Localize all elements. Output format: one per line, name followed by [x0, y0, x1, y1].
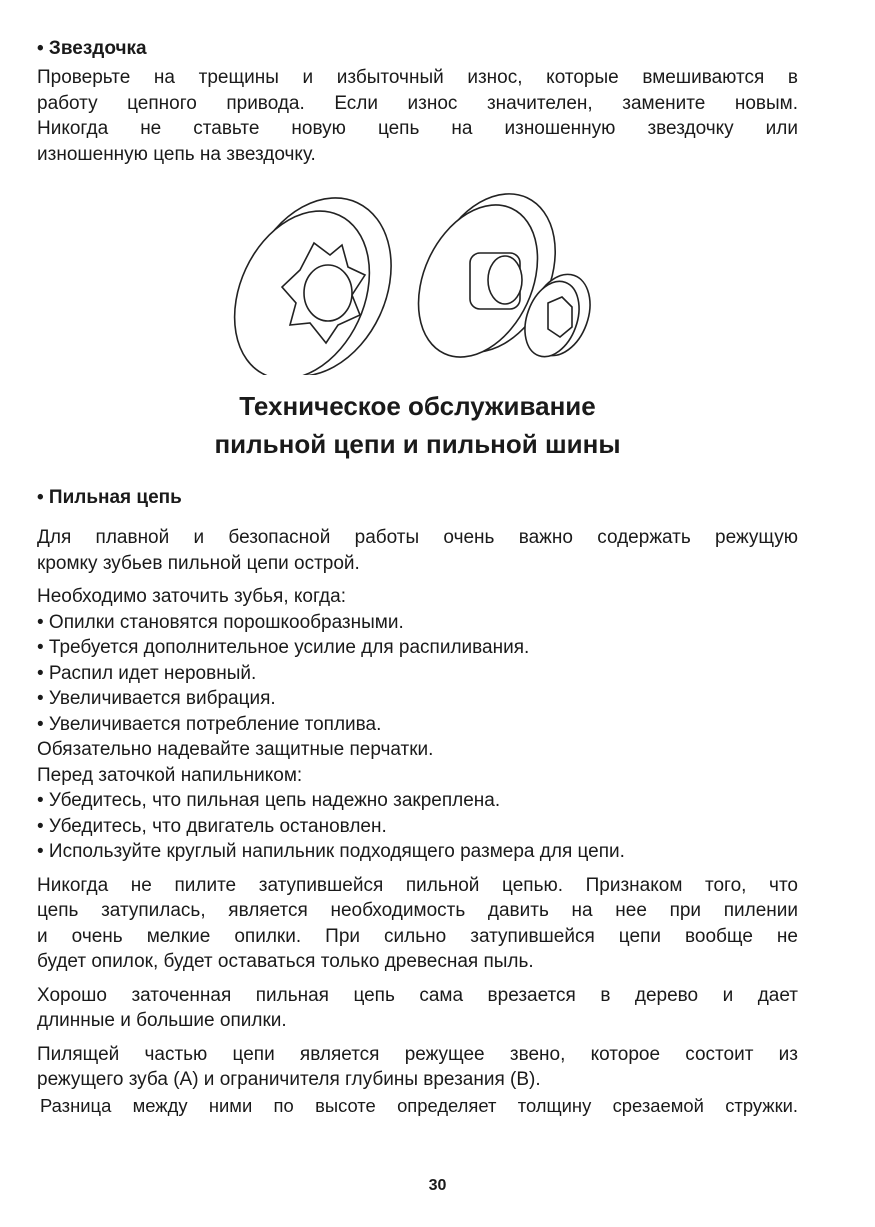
paragraph [37, 1042, 798, 1119]
text-line: Перед заточкой напильником: [37, 764, 303, 786]
document-page [37, 36, 798, 1118]
text-line: Никогда не пилите затупившейся пильной цепью. Признаком того, что [37, 874, 798, 896]
text-line: • Увеличивается вибрация. [37, 688, 276, 709]
paragraph [37, 525, 798, 576]
sprocket-paragraph [37, 65, 798, 167]
title-line: Техническое обслуживание [239, 391, 596, 421]
text-line: длинные и большие опилки. [37, 1010, 287, 1031]
text-line: изношенную цепь на звездочку. [37, 143, 316, 165]
text-line: Хорошо заточенная пильная цепь сама врезается в дерево и дает [37, 984, 798, 1006]
text-line: кромку зубьев пильной цепи острой. [37, 552, 360, 574]
text-line: • Убедитесь, что пильная цепь надежно закреплена. [37, 790, 501, 811]
text-line: работу цепного привода. Если износ значителен, замените новым. [37, 92, 798, 114]
text-line: • Убедитесь, что двигатель остановлен. [37, 815, 387, 837]
text-line: • Распил идет неровный. [37, 662, 257, 684]
text-line: Разница между ними по высоте определяет толщину срезаемой стружки. [40, 1094, 798, 1116]
title-line: пильной цепи и пильной шины [214, 429, 621, 459]
sprocket-illustration [37, 175, 798, 375]
page-title [37, 387, 798, 463]
text-line: Необходимо заточить зубья, когда: [37, 586, 346, 607]
text-line: Никогда не ставьте новую цепь на изношенную звездочку или [37, 118, 798, 139]
text-line: • Используйте круглый напильник подходящего размера для цепи. [37, 841, 625, 862]
text-line: • Требуется дополнительное усилие для распиливания. [37, 637, 530, 658]
spur-sprocket-drawing [230, 175, 419, 375]
text-line: и очень мелкие опилки. При сильно затупившейся цепи вообще не [37, 925, 798, 947]
page-number: 30 [428, 1177, 447, 1194]
text-line: Проверьте на трещины и избыточный износ, которые вмешиваются в [37, 67, 798, 88]
paragraph [37, 584, 798, 865]
paragraph [37, 873, 798, 975]
text-line: • Опилки становятся порошкообразными. [37, 611, 404, 633]
text-line: будет опилок, будет оставаться только древесная пыль. [37, 951, 534, 972]
paragraph [37, 983, 798, 1034]
text-line: Пилящей частью цепи является режущее звено, которое состоит из [37, 1043, 798, 1065]
text-line: режущего зуба (A) и ограничителя глубины врезания (B). [37, 1069, 541, 1090]
text-line: Для плавной и безопасной работы очень важно содержать режущую [37, 527, 798, 548]
saw-chain-text [37, 525, 798, 1118]
section-heading-saw-chain: • Пильная цепь [37, 487, 182, 508]
text-line: • Увеличивается потребление топлива. [37, 713, 382, 735]
text-line: цепь затупилась, является необходимость давить на нее при пилении [37, 900, 798, 921]
section-heading-sprocket: • Звездочка [37, 38, 147, 59]
text-line: Обязательно надевайте защитные перчатки. [37, 739, 434, 760]
